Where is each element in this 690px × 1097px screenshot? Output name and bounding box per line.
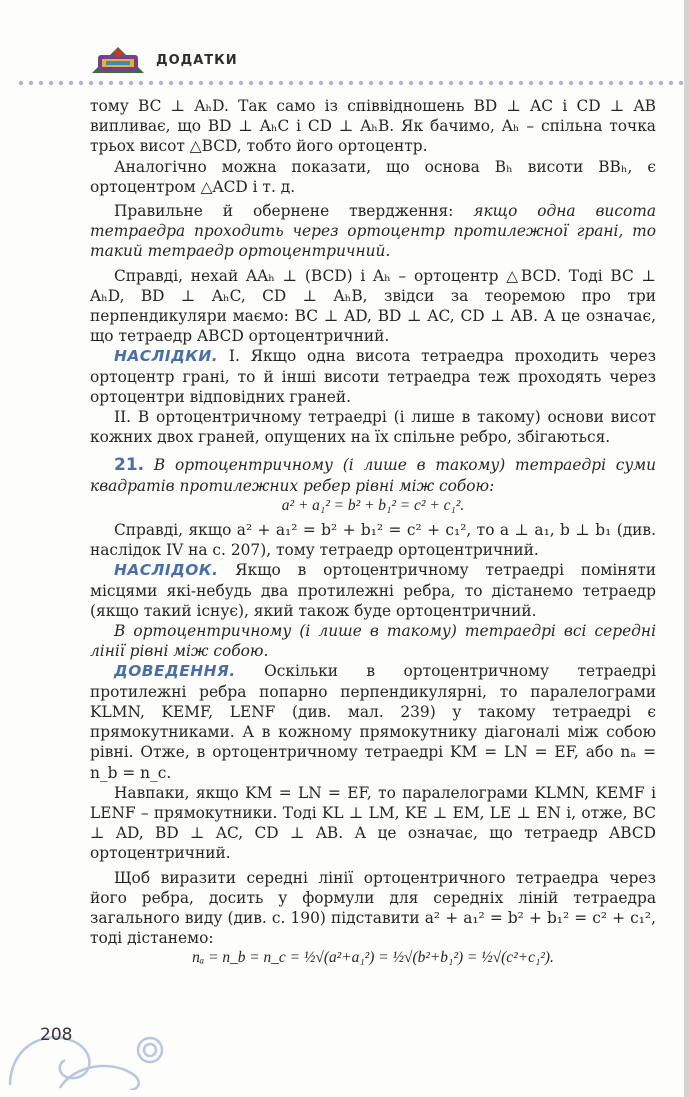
paragraph-9-text: Якщо в ортоцентричному тетраедрі поміняти місцями які-небудь два протилежні ребра, то дістанемо тетраедр (якщо такий існує), який також буде ортоцентричний. [90,561,656,620]
page-number: 208 [40,1025,73,1045]
theorem-21-statement: В ортоцентричному (і лише в такому) тетраедрі суми квадратів протилежних ребер рівні між собою: [90,456,656,495]
page-body-text [90,96,656,969]
paragraph-2: Аналогічно можна показати, що основа Bₕ висоти BBₕ, є ортоцентром △ACD і т. д. [90,157,656,196]
paragraph-3 [90,201,656,262]
book-emblem-icon [88,43,148,77]
paragraph-5-text: I. Якщо одна висота тетраедра проходить через ортоцентр грані, то й інші висоти тетраедра теж проходять через ортоцентри відповідних граней. [90,347,656,406]
paragraph-8: Справді, якщо a² + a₁² = b² + b₁² = c² + c₁², то a ⊥ a₁, b ⊥ b₁ (див. наслідок IV на с. 207), тому тетраедр ортоцентричний. [90,521,656,560]
paragraph-6: II. В ортоцентричному тетраедрі (і лише в такому) основи висот кожних двох граней, опущених на їх спільне ребро, збігаються. [90,408,656,447]
paragraph-3-statement: якщо одна висота тетраедра проходить через ортоцентр протилежної грані, то такий тетраедр ортоцентричний. [90,202,656,261]
formula-sum-of-squares: a² + a₁² = b² + b₁² = c² + c₁². [281,496,465,514]
dotted-divider [18,80,690,86]
paragraph-13: Щоб виразити середні лінії ортоцентричного тетраедра через його ребра, досить у формули для середніх ліній тетраедра загального виду (див. с. 190) підставити a² + a₁² = b² + b₁² = c² + c₁², тоді дістанемо: [90,868,656,948]
proof-label: ДОВЕДЕННЯ. [114,662,236,681]
paragraph-11-text: Оскільки в ортоцентричному тетраедрі протилежні ребра попарно перпендикулярні, то паралелограми KLMN, KEMF, LENF (див. мал. 239) у такому тетраедрі є прямокутниками. А в кожному прямокутнику діагоналі між собою рівні. Отже, в ортоцентричному тетраедрі KM = LN = EF, або nₐ = n_b = n_c. [90,662,656,782]
paragraph-10: В ортоцентричному (і лише в такому) тетраедрі всі середні лінії рівні між собою. [90,622,656,661]
paragraph-1: тому BC ⊥ AₕD. Так само із співвідношень BD ⊥ AC і CD ⊥ AB випливає, що BD ⊥ AₕC і CD ⊥ AₕB. Як бачимо, Aₕ – спільна точка трьох висот △BCD, тобто його ортоцентр. [90,97,656,156]
page-edge [684,0,690,1097]
paragraph-3-lead: Правильне й обернене твердження: [114,202,474,221]
corollaries-label: НАСЛІДКИ. [114,347,219,366]
header-title: ДОДАТКИ [156,52,238,68]
paragraph-5 [90,346,656,407]
decorative-swirl-icon [0,990,200,1090]
formula-midlines: nₐ = n_b = n_c = ½√(a²+a₁²) = ½√(b²+b₁²) = ½√(c²+c₁²). [192,949,554,967]
paragraph-11 [90,661,656,782]
corollary-label: НАСЛІДОК. [114,561,219,580]
paragraph-9 [90,560,656,621]
paragraph-12: Навпаки, якщо KM = LN = EF, то паралелограми KLMN, KEMF і LENF – прямокутники. Тоді KL ⊥ LM, KE ⊥ EM, LE ⊥ EN і, отже, BC ⊥ AD, BD ⊥ AC, CD ⊥ AB. А це означає, що тетраедр ABCD ортоцентричний. [90,783,656,863]
theorem-21 [90,455,656,495]
theorem-number: 21. [114,455,145,476]
paragraph-4: Справді, нехай AAₕ ⊥ (BCD) і Aₕ – ортоцентр △BCD. Тоді BC ⊥ AₕD, BD ⊥ AₕC, CD ⊥ AₕB, звідси за теоремою про три перпендикуляри маємо: BC ⊥ AD, BD ⊥ AC, CD ⊥ AB. А це означає, що тетраедр ABCD ортоцентричний. [90,266,656,346]
page-header [88,40,238,80]
